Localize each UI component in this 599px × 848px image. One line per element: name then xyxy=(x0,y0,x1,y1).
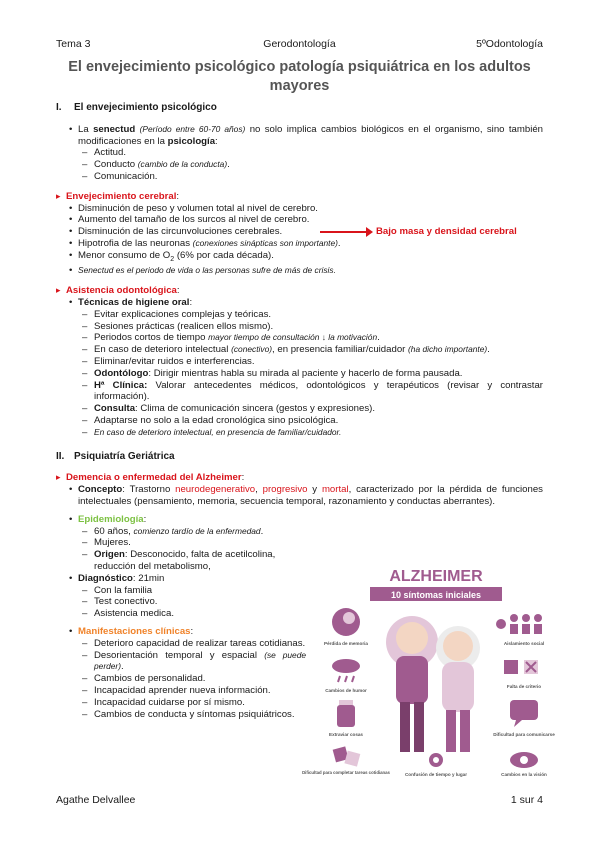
arrow-note: Bajo masa y densidad cerebral xyxy=(376,226,517,238)
elderly-couple-illustration xyxy=(386,616,480,752)
diagnostico-item: • Diagnóstico: 21min xyxy=(56,573,306,585)
list-item: – Hª Clínica: Valorar antecedentes médicos, odontológicos y terapéuticos (revisar y contrastar información). xyxy=(56,380,543,404)
list-item: – Cambios de personalidad. xyxy=(56,673,306,685)
checkbox-cross-icon xyxy=(504,660,538,674)
list-item: – Consulta: Clima de comunicación sincera (gestos y expresiones). xyxy=(56,403,543,415)
cerebral-heading: ▸ Envejecimiento cerebral: xyxy=(56,191,543,203)
list-item: • Disminución de las circunvoluciones cerebrales. Bajo masa y densidad cerebral xyxy=(56,226,543,238)
list-item: – Mujeres. xyxy=(56,537,306,549)
list-item: – Periodos cortos de tiempo mayor tiempo de consultación ↓ la motivación. xyxy=(56,332,543,344)
asistencia-heading: ▸ Asistencia odontológica: xyxy=(56,285,543,297)
infographic-label: Pérdida de memoria xyxy=(324,641,368,646)
page-title: El envejecimiento psicológico patología psiquiátrica en los adultos mayores xyxy=(68,59,531,94)
demencia-heading: ▸ Demencia o enfermedad del Alzheimer: xyxy=(56,472,543,484)
list-item: • Disminución de peso y volumen total al nivel de cerebro. xyxy=(56,203,543,215)
list-item: – Incapacidad cuidarse por sí mismo. xyxy=(56,697,306,709)
list-item: – En caso de deterioro intelectual (conectivo), en presencia familiar/cuidador (ha dicho importante). xyxy=(56,344,543,356)
infographic-label: Extraviar cosas xyxy=(329,732,363,737)
list-item: – Desorientación temporal y espacial (se puede perder). xyxy=(56,650,306,674)
epidemiologia-heading: • Epidemiología: xyxy=(56,514,306,526)
header-topic: Tema 3 xyxy=(56,38,91,50)
eye-icon xyxy=(510,752,538,768)
right-arrow-icon xyxy=(320,231,368,233)
infographic-label: Confusión de tiempo y lugar xyxy=(404,772,468,777)
speech-bubble-icon xyxy=(510,700,538,727)
list-item: • Técnicas de higiene oral: xyxy=(56,297,543,309)
list-item: – 60 años, comienzo tardío de la enfermedad. xyxy=(56,526,306,538)
list-item: – Evitar explicaciones complejas y teóricas. xyxy=(56,309,543,321)
dice-icon xyxy=(333,746,361,766)
alzheimer-infographic xyxy=(302,564,555,788)
senectud-paragraph: • La senectud (Período entre 60-70 años) no solo implica cambios biológicos en el organismo, sino también modificaciones en la psicología: xyxy=(56,124,543,148)
list-item: – Cambios de conducta y síntomas psiquiátricos. xyxy=(56,709,306,721)
people-group-icon xyxy=(496,614,542,634)
list-item: – Deterioro capacidad de realizar tareas cotidianas. xyxy=(56,638,306,650)
rain-cloud-icon xyxy=(332,659,360,682)
list-item: – En caso de deterioro intelectual, en presencia de familiar/cuidador. xyxy=(56,427,543,439)
header-subject: Gerodontología xyxy=(263,38,336,50)
list-item: – Eliminar/evitar ruidos e interferencias. xyxy=(56,356,543,368)
list-item: – Test conectivo. xyxy=(56,596,306,608)
list-item: – Asistencia medica. xyxy=(56,608,306,620)
section-2-heading: II. Psiquiatría Geriátrica xyxy=(56,450,175,462)
infographic-label: Dificultad para completar tareas cotidianas xyxy=(302,770,390,775)
infographic-title: ALZHEIMER xyxy=(389,568,483,585)
footer-author: Agathe Delvallee xyxy=(56,794,136,806)
infographic-label: Dificultad para comunicarse xyxy=(493,732,555,737)
list-item: – Con la familia xyxy=(56,585,306,597)
infographic-label: Cambios en la visión xyxy=(501,772,547,777)
page-footer xyxy=(56,794,543,806)
list-item: – Sesiones prácticas (realicen ellos mismo). xyxy=(56,321,543,333)
brain-head-icon xyxy=(332,608,360,636)
page-header xyxy=(56,38,543,52)
list-item: • Aumento del tamaño de los surcos al nivel de cerebro. xyxy=(56,214,543,226)
alzheimer-left-column xyxy=(56,514,306,721)
list-item: • Senectud es el periodo de vida o las personas sufre de más de crisis. xyxy=(56,265,543,277)
section-1-heading: I. El envejecimiento psicológico xyxy=(56,102,217,113)
location-pin-icon xyxy=(429,753,443,767)
list-item: • Menor consumo de $O_2$ (6% por cada década). xyxy=(56,250,543,266)
infographic-label: Cambios de humor xyxy=(325,688,367,693)
footer-page-number: 1 sur 4 xyxy=(510,794,543,806)
concepto-paragraph: • Concepto: Trastorno neurodegenerativo, progresivo y mortal, caracterizado por la pérdida de funciones intelectuales (pensamiento, memoria, secuencia temporal, razonamiento y conductas aberrantes). xyxy=(56,484,543,508)
list-item: • Hipotrofia de las neuronas (conexiones sinápticas son importante). xyxy=(56,238,543,250)
list-item: – Conducto (cambio de la conducta). xyxy=(56,159,543,171)
list-item: – Origen: Desconocido, falta de acetilcolina, reducción del metabolismo, xyxy=(56,549,306,573)
list-item: – Incapacidad aprender nueva información. xyxy=(56,685,306,697)
infographic-label: Aislamiento social xyxy=(503,641,545,646)
infographic-subtitle: 10 síntomas iniciales xyxy=(390,590,482,600)
list-item: – Adaptarse no solo a la edad cronológica sino psicológica. xyxy=(56,415,543,427)
manifestaciones-heading: • Manifestaciones clínicas: xyxy=(56,626,306,638)
list-item: – Odontólogo: Dirigir mientras habla su mirada al paciente y hacerlo de forma pausada. xyxy=(56,368,543,380)
list-item: – Comunicación. xyxy=(56,171,543,183)
jar-icon xyxy=(337,700,355,727)
infographic-label: Falta de criterio xyxy=(506,684,542,689)
list-item: – Actitud. xyxy=(56,147,543,159)
header-course: 5ºOdontología xyxy=(476,38,543,50)
